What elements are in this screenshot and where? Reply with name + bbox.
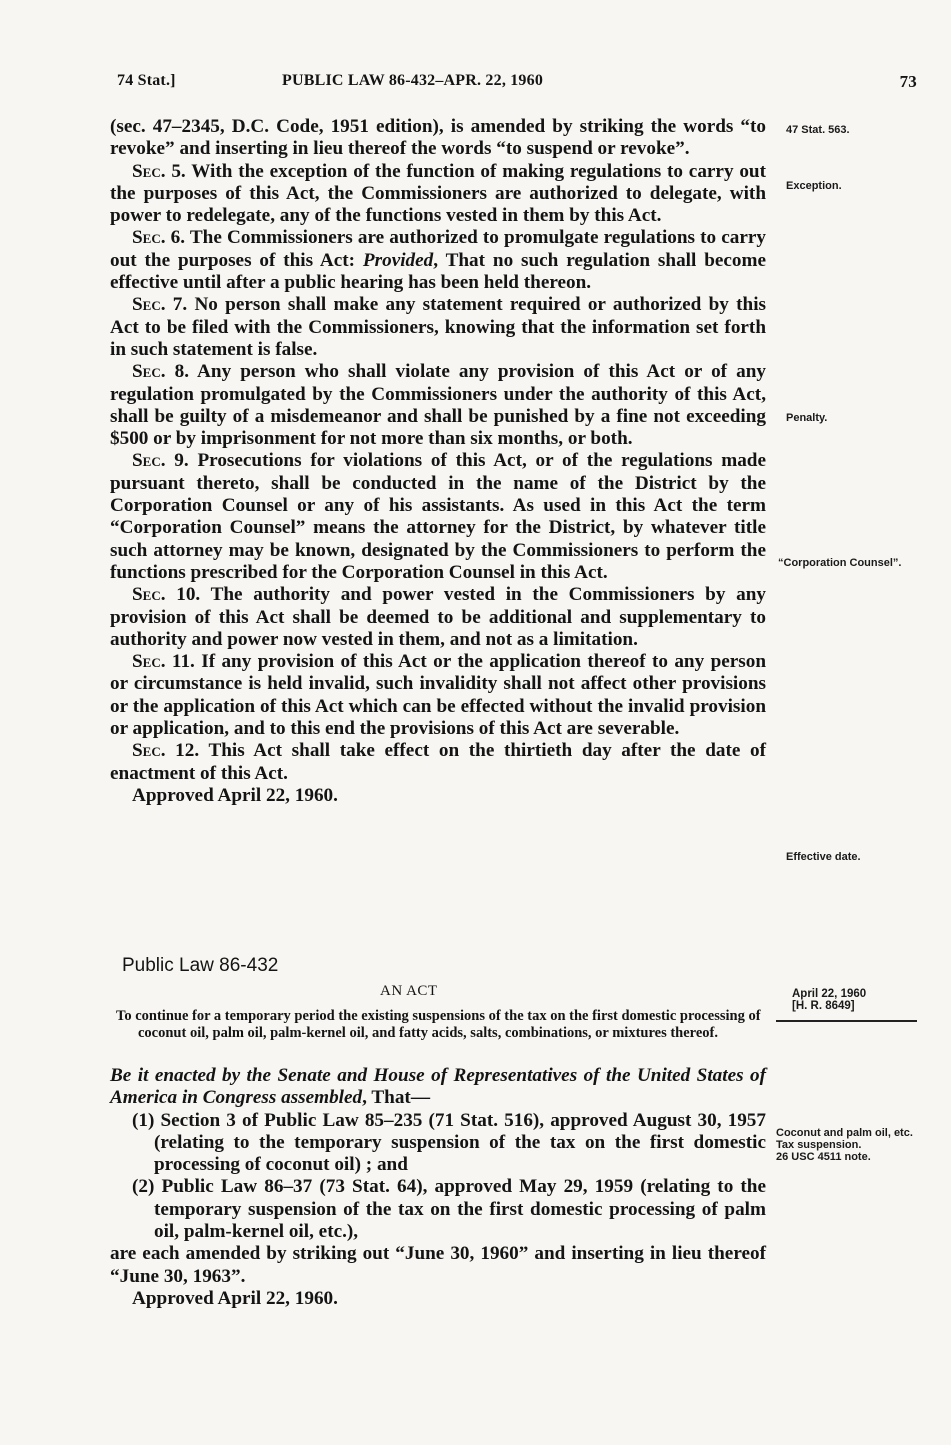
act-description-text: To continue for a temporary period the existing suspensions of the tax on the first domestic processing of coconut oil, palm oil, palm-kernel oil, and fatty acids, salts, combinations, or mixtures thereof. [116,1008,761,1041]
section-11-label: Sec. 11. [132,651,195,673]
section-9-text: Prosecutions for violations of this Act, or of the regulations made pursuant thereto, shall be conducted in the name of the District by the Corporation Counsel or any of his assistants. As used in this Act the term “Corporation Counsel” means the attorney for the District, by whatever title such attorney may be known, designated by the Commissioners to perform the functions prescribed for the Corporation Counsel in this Act. [110,450,766,583]
approval-line-1: Approved April 22, 1960. [132,784,338,806]
section-7 [110,294,766,361]
list-item-1: (1) Section 3 of Public Law 85–235 (71 Stat. 516), approved August 30, 1957 (relating to the temporary suspension of the tax on the first domestic processing of coconut oil) ; and [132,1109,766,1176]
margin-note-date [792,988,932,1012]
margin-note-penalty: Penalty. [786,412,828,424]
enacting-clause-tail: , That— [362,1087,431,1109]
section-9-label: Sec. 9. [132,450,189,472]
section-10-label: Sec. 10. [132,584,201,606]
header-title: PUBLIC LAW 86-432–APR. 22, 1960 [282,72,544,89]
section-11 [110,651,766,740]
margin-note-coconut-line-2: Tax suspension. [776,1139,862,1151]
section-5 [110,161,766,228]
section-6-label: Sec. 6. [132,227,186,249]
section-11-text: If any provision of this Act or the application thereof to any person or circumstance is held invalid, such invalidity shall not affect other provisions or the application of this Act which can be effected without the invalid provision or application, and to this end the provisions of this Act are severable. [110,651,767,740]
section-12-text: This Act shall take effect on the thirtieth day after the date of enactment of this Act. [110,740,766,784]
section-7-text: No person shall make any statement required or authorized by this Act to be filed with the Commissioners, knowing that the information set forth in such statement is false. [110,294,766,360]
page-number: 73 [899,72,917,91]
section-8-label: Sec. 8. [132,361,190,383]
margin-note-exception: Exception. [786,180,842,192]
margin-note-coconut-line-1: Coconut and palm oil, etc. [776,1127,913,1139]
enacting-clause-italic: Be it enacted by the Senate and House of Representatives of the United States of America in Congress assembled [110,1065,766,1109]
margin-note-corporation-counsel: “Corporation Counsel”. [778,557,902,569]
section-5-label: Sec. 5. [132,160,186,182]
section-10 [110,584,766,651]
section-10-text: The authority and power vested in the Commissioners by any provision of this Act shall be deemed to be additional and supplementary to authority and power now vested in them, and not as a limitation. [110,584,766,650]
enacting-clause [110,1065,766,1110]
section-5-text: With the exception of the function of making regulations to carry out the purposes of this Act, the Commissioners are authorized to delegate, with power to redelegate, any of the functions vested in them by this Act. [110,160,766,227]
margin-note-bill: [H. R. 8649] [792,1000,855,1012]
section-6 [110,227,766,294]
header-volume: 74 Stat.] [117,72,176,89]
list-item-2: (2) Public Law 86–37 (73 Stat. 64), approved May 29, 1959 (relating to the temporary suspension of the tax on the first domestic processing of palm oil, palm-kernel oil, etc.), [132,1176,766,1243]
approval-line-2: Approved April 22, 1960. [132,1287,338,1309]
margin-divider [776,1020,917,1022]
section-12-label: Sec. 12. [132,740,200,762]
section-6-text-b: , That no such regulation shall become effective until after a public hearing has been held thereon. [110,249,766,294]
margin-note-coconut [776,1127,916,1163]
margin-note-coconut-line-3: 26 USC 4511 note. [776,1151,871,1163]
act-label: AN ACT [380,983,438,999]
public-law-title: Public Law 86-432 [122,955,279,976]
margin-note-effective-date: Effective date. [786,851,861,863]
law2-body [110,1065,766,1310]
section-9 [110,450,766,584]
section-8 [110,361,766,450]
section-6-text-a: The Commissioners are authorized to promulgate regulations to carry out the purposes of this Act: [110,227,766,271]
section-8-text: Any person who shall violate any provision of this Act or of any regulation promulgated by the Commissioners under the authority of this Act, shall be guilty of a misdemeanor and shall be punished by a fine not exceeding $500 or by imprisonment for not more than six months, or both. [110,361,766,450]
section-12 [110,740,766,785]
margin-note-date-line: April 22, 1960 [792,988,867,1000]
act-description [116,1008,766,1042]
section-7-label: Sec. 7. [132,294,188,316]
amendment-text: are each amended by striking out “June 30, 1960” and inserting in lieu thereof “June 30, 1963”. [110,1243,766,1287]
margin-note-stat-ref: 47 Stat. 563. [786,124,850,136]
section-6-provided: Provided [362,249,434,271]
law1-body [110,116,766,807]
paragraph-continuation: (sec. 47–2345, D.C. Code, 1951 edition), is amended by striking the words “to revoke” and inserting in lieu thereof the words “to suspend or revoke”. [110,116,766,160]
